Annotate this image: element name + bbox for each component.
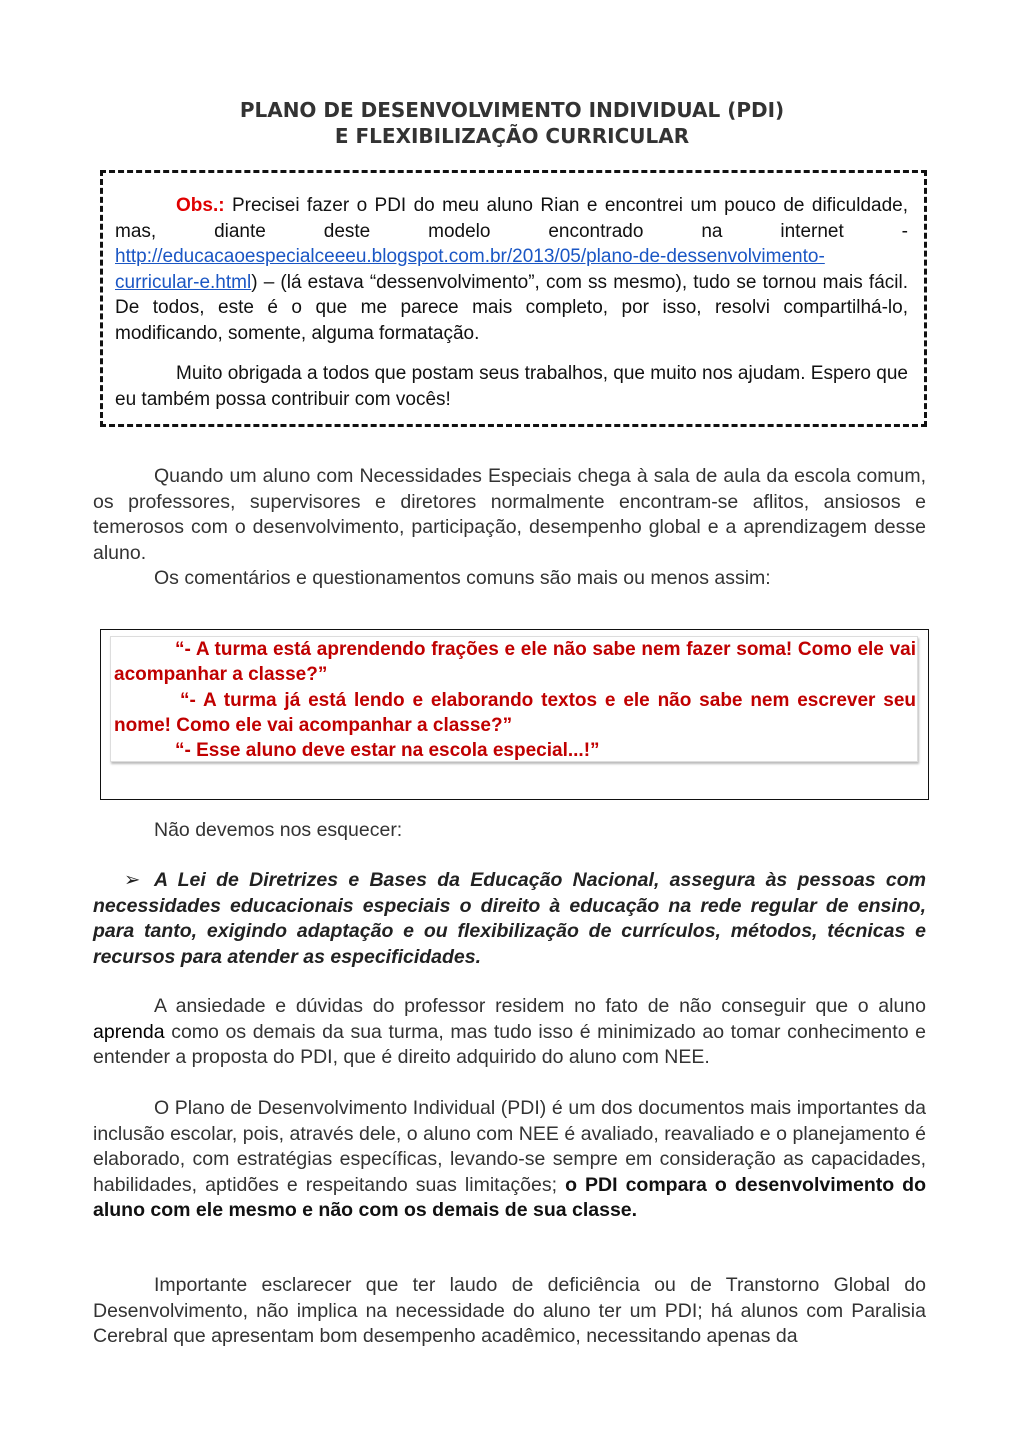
bullet-ldb (93, 868, 926, 970)
document-title (0, 97, 1024, 149)
bullet-text: A Lei de Diretrizes e Bases da Educação Nacional, assegura às pessoas com necessidades educacionais especiais o direito à educação na rede regular de ensino, para tanto, exigindo adaptação e ou flexibilização de currículos, métodos, técnicas e recursos para atender as especificidades. (93, 869, 926, 968)
quote-3: “- Esse aluno deve estar na escola especial...!” (175, 740, 600, 762)
paragraph-important: Importante esclarecer que ter laudo de deficiência ou de Transtorno Global do Desenvolvimento, não implica na necessidade do aluno ter um PDI; há alunos com Paralisia Cerebral que apresentam bom desempenho acadêmico, necessitando apenas da (93, 1274, 926, 1348)
source-link[interactable]: http://educacaoespecialceeeu.blogspot.com.br/2013/05/plano-de-dessenvolvimento-curricular-e.html (115, 246, 825, 293)
text-emphasis: aprenda (93, 1020, 165, 1043)
quote-list (114, 637, 916, 763)
text: como os demais da sua turma, mas tudo isso é minimizado ao tomar conhecimento e entender a proposta do PDI, que é direito adquirido do aluno com NEE. (93, 1020, 926, 1069)
obs-label: Obs.: (176, 195, 225, 216)
text-bold: o PDI compara o desenvolvimento do aluno com ele mesmo e não com os demais de sua classe. (93, 1173, 926, 1222)
obs-paragraph-1 (115, 193, 908, 347)
text: A ansiedade e dúvidas do professor residem no fato de não conseguir que o aluno (154, 995, 926, 1017)
obs-text-b: ) – (lá estava “dessenvolvimento”, com ss mesmo), tudo se tornou mais fácil. De todos, este é o que me parece mais completo, por isso, resolvi compartilhá-lo, modificando, somente, alguma formatação. (115, 271, 908, 344)
paragraph-comments: Os comentários e questionamentos comuns são mais ou menos assim: (154, 567, 771, 589)
title-line-1: PLANO DE DESENVOLVIMENTO INDIVIDUAL (PDI) (239, 98, 785, 122)
paragraph-anxiety (93, 994, 926, 1071)
paragraph-intro: Quando um aluno com Necessidades Especiais chega à sala de aula da escola comum, os professores, supervisores e diretores normalmente encontram-se aflitos, ansiosos e temerosos com o desenvolvimento, participação, desempenho global e a aprendizagem desse aluno. (93, 465, 926, 564)
quote-1: “- A turma está aprendendo frações e ele não sabe nem fazer soma! Como ele vai acompanhar a classe?” (114, 639, 916, 686)
obs-text-a: Precisei fazer o PDI do meu aluno Rian e encontrei um pouco de dificuldade, mas, diante deste modelo encontrado na internet - (115, 195, 908, 242)
text: O Plano de Desenvolvimento Individual (PDI) é um dos documentos mais importantes da inclusão escolar, pois, através dele, o aluno com NEE é avaliado, reavaliado e o planejamento é elaborado, com estratégias específicas, levando-se sempre em consideração as capacidades, habilidades, aptidões e respeitando suas limitações; (93, 1097, 926, 1196)
arrow-bullet-icon: ➢ (124, 869, 141, 891)
obs-paragraph-2: Muito obrigada a todos que postam seus trabalhos, que muito nos ajudam. Espero que eu também possa contribuir com vocês! (115, 363, 908, 410)
title-line-2: E FLEXIBILIZAÇÃO CURRICULAR (334, 124, 690, 148)
paragraph-remember: Não devemos nos esquecer: (154, 819, 403, 841)
paragraph-pdi (93, 1096, 926, 1224)
quote-2: “- A turma já está lendo e elaborando textos e ele não sabe nem escrever seu nome! Como ele vai acompanhar a classe?” (114, 689, 916, 736)
